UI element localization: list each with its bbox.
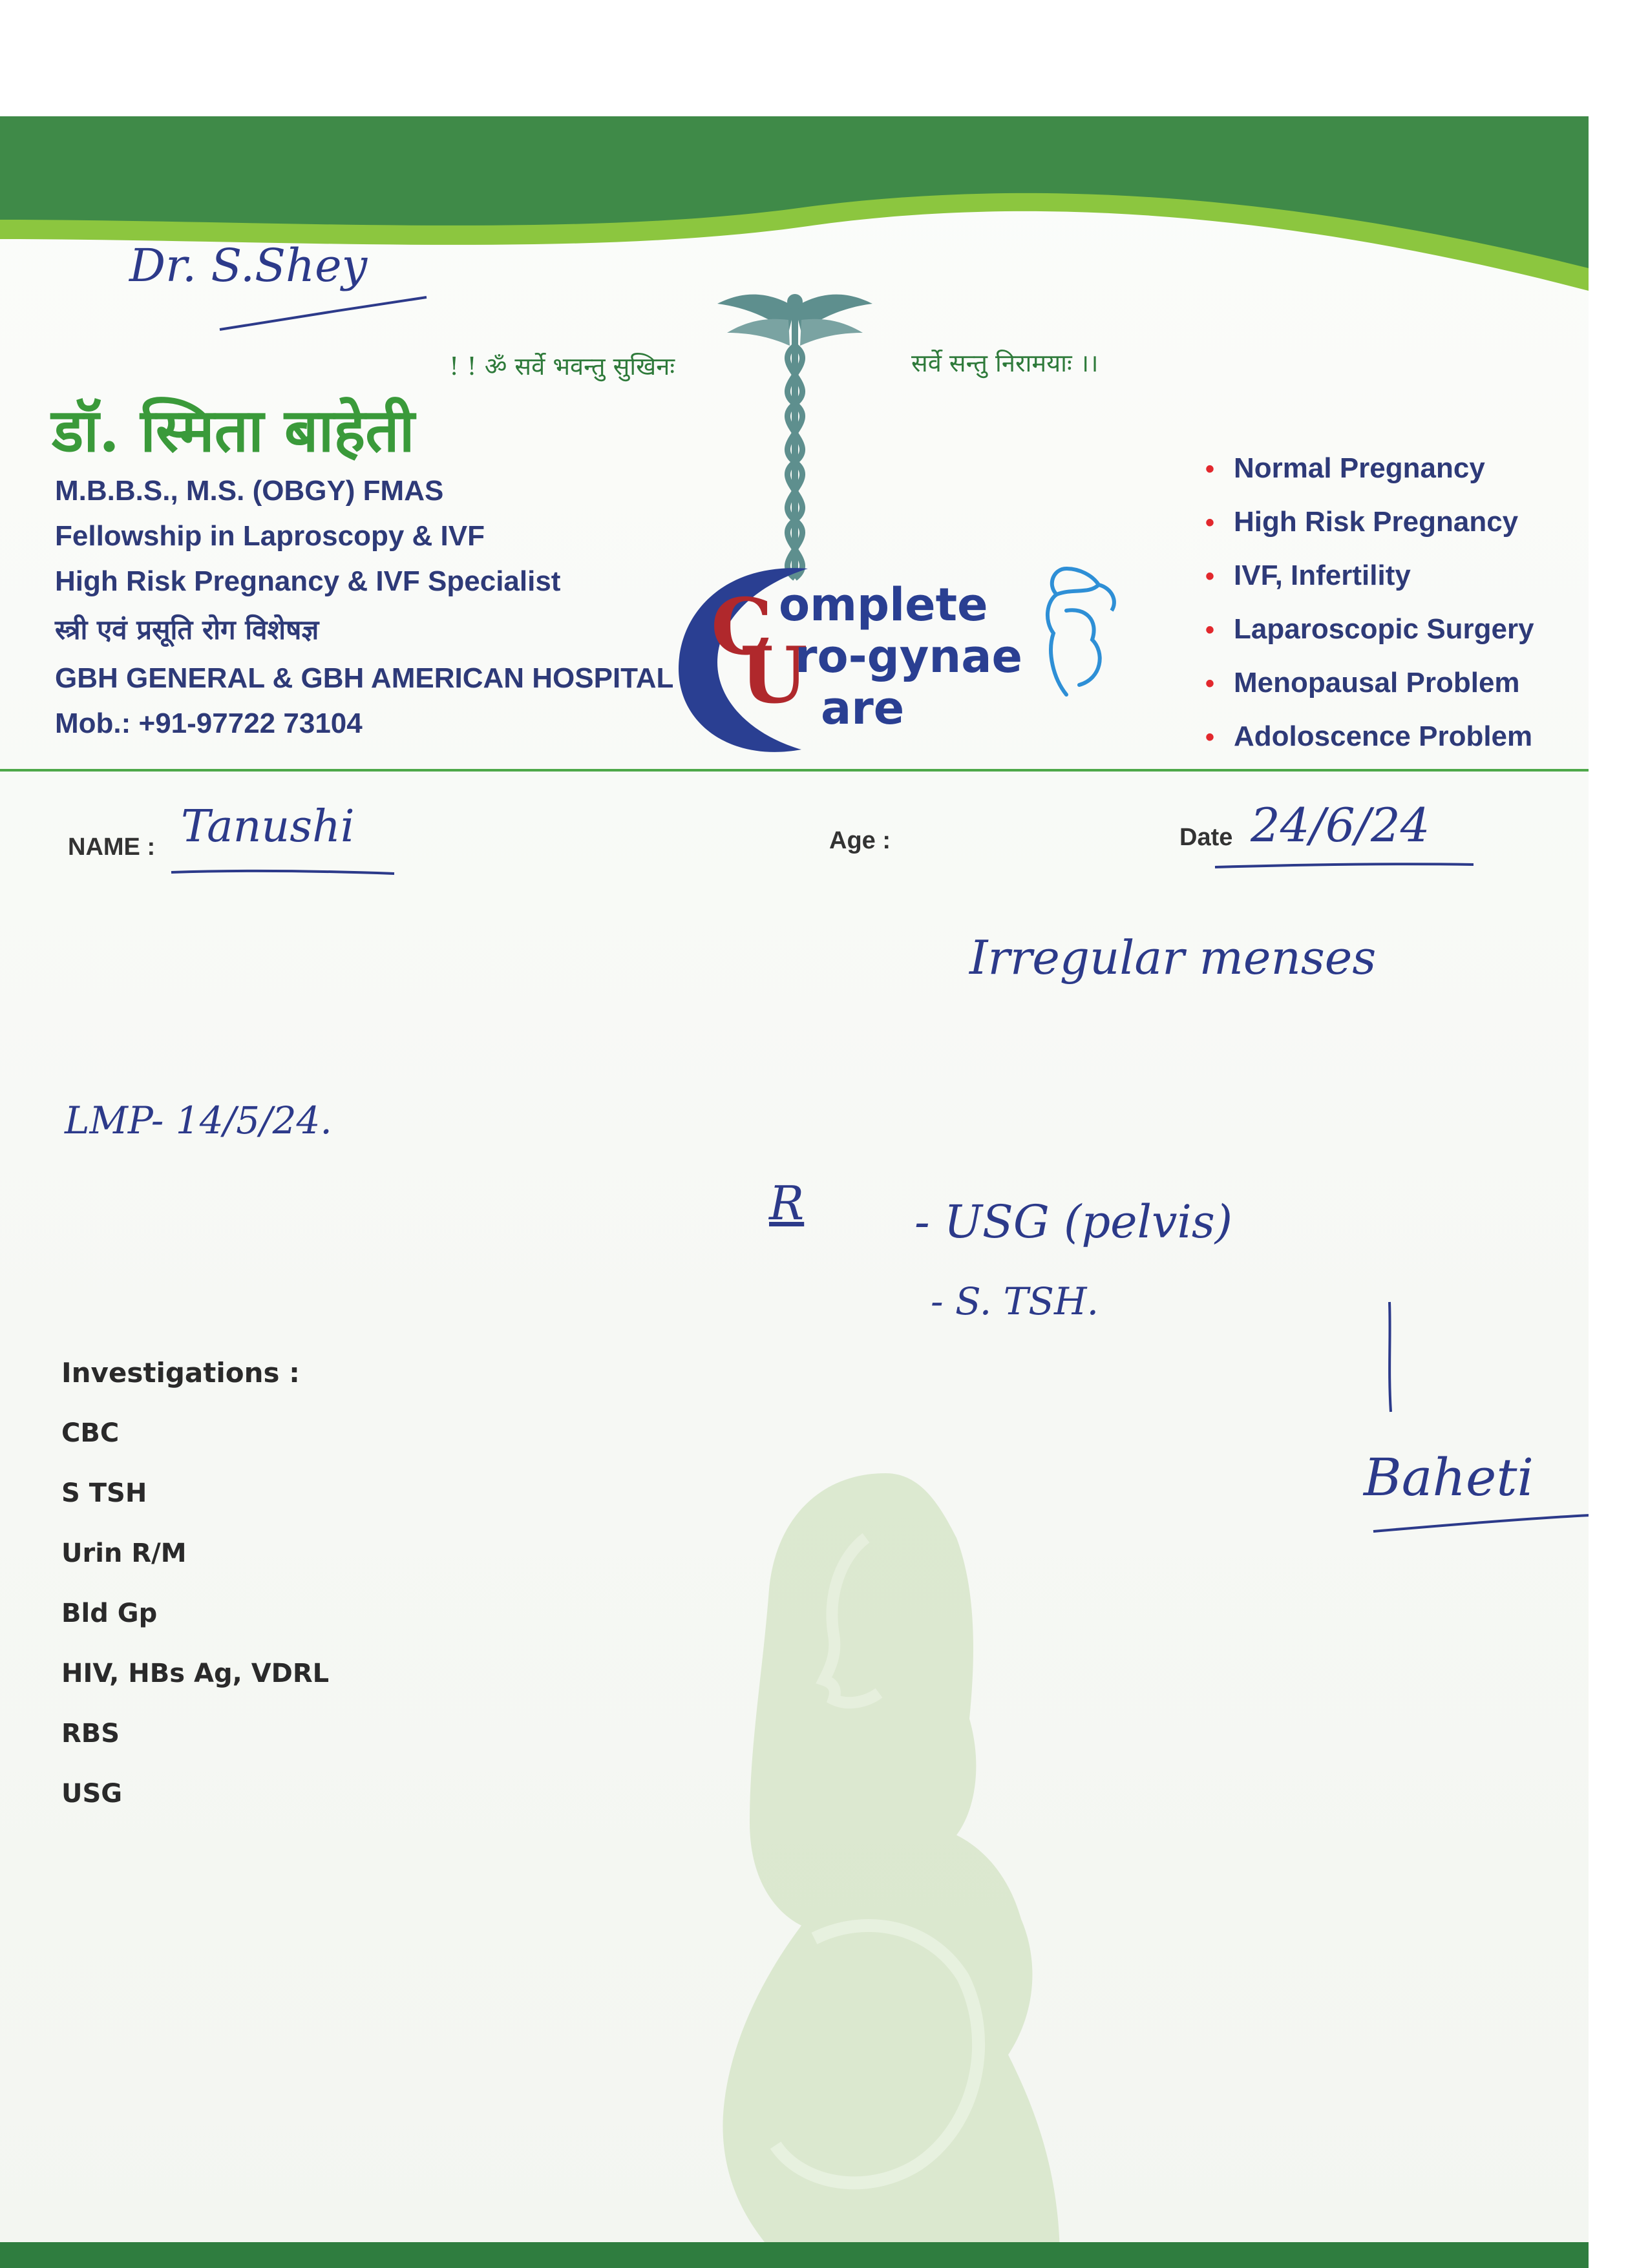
handwritten-underline: [213, 291, 433, 336]
service-normal-pregnancy: • Normal Pregnancy: [1205, 452, 1485, 484]
qualification-fellowship: Fellowship in Laproscopy & IVF: [55, 520, 485, 552]
rx-item-tsh: - S. TSH.: [931, 1279, 1099, 1323]
investigation-item: USG: [61, 1779, 123, 1809]
header-divider: [0, 769, 1589, 772]
date-label: Date: [1179, 824, 1233, 851]
qualification-hindi: स्त्री एवं प्रसूति रोग विशेषज्ञ: [55, 614, 319, 646]
shloka-left: ! ! ॐ सर्वे भवन्तु सुखिनः: [449, 352, 675, 381]
mobile-number: Mob.: +91-97722 73104: [55, 708, 363, 739]
doctor-name: डॉ. स्मिता बाहेती: [52, 395, 415, 465]
hospital-name: GBH GENERAL & GBH AMERICAN HOSPITAL: [55, 662, 674, 694]
lmp-note: LMP- 14/5/24.: [65, 1098, 332, 1142]
service-menopausal-problem: • Menopausal Problem: [1205, 667, 1520, 698]
footer-band: [0, 2242, 1589, 2268]
service-high-risk-pregnancy: • High Risk Pregnancy: [1205, 506, 1519, 538]
service-laparoscopic-surgery: • Laparoscopic Surgery: [1205, 613, 1534, 645]
investigation-item: S TSH: [61, 1478, 147, 1508]
signature-stroke: [1377, 1299, 1402, 1415]
investigations-title: Investigations :: [61, 1357, 300, 1389]
clinic-logo: [666, 556, 1118, 762]
service-adoloscence-problem: • Adoloscence Problem: [1205, 720, 1533, 752]
shloka-right: सर्वे सन्तु निरामयाः ।।: [911, 349, 1099, 377]
investigation-item: Urin R/M: [61, 1538, 187, 1568]
service-ivf-infertility: • IVF, Infertility: [1205, 560, 1411, 591]
logo-letter-u: U: [740, 630, 808, 721]
name-underline: [168, 866, 401, 879]
logo-letter-c: C: [711, 582, 773, 673]
pregnant-woman-watermark: [672, 1460, 1125, 2268]
patient-name-value: Tanushi: [181, 801, 355, 852]
qualification-specialist: High Risk Pregnancy & IVF Specialist: [55, 565, 561, 597]
prescription-sheet: [0, 116, 1589, 2268]
doctor-signature: Baheti: [1364, 1447, 1534, 1507]
qualification-degree: M.B.B.S., M.S. (OBGY) FMAS: [55, 475, 444, 507]
caduceus-icon: [717, 281, 872, 591]
complaint-note: Irregular menses: [969, 930, 1377, 985]
rx-symbol: R: [769, 1176, 805, 1230]
logo-line-2: ro-gynae: [795, 630, 1022, 683]
investigation-item: HIV, HBs Ag, VDRL: [61, 1659, 330, 1688]
investigation-item: Bld Gp: [61, 1599, 158, 1628]
logo-line-3: are: [821, 682, 905, 735]
name-label: NAME :: [68, 834, 156, 861]
rx-item-usg: - USG (pelvis): [914, 1195, 1233, 1248]
investigation-item: CBC: [61, 1418, 120, 1448]
signature-underline: [1370, 1499, 1589, 1538]
investigation-item: RBS: [61, 1719, 120, 1748]
age-label: Age :: [829, 827, 891, 854]
handwritten-top-note: Dr. S.Shey: [129, 239, 368, 292]
logo-line-1: omplete: [779, 578, 988, 631]
date-value: 24/6/24: [1251, 798, 1430, 852]
date-underline: [1212, 859, 1477, 872]
pregnant-woman-logo-icon: [1028, 556, 1125, 704]
